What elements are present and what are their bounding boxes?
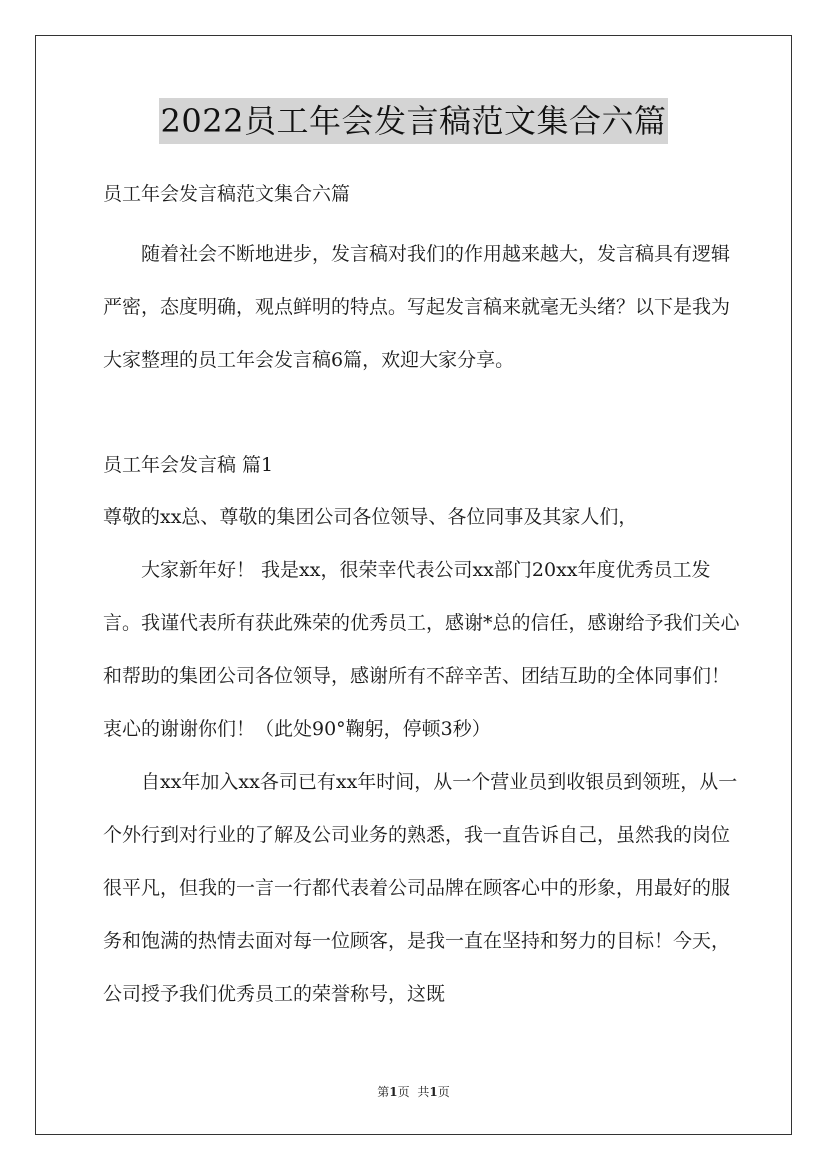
salutation: 尊敬的xx总、尊敬的集团公司各位领导、各位同事及其家人们，: [103, 506, 638, 528]
body-paragraph-1: 大家新年好！ 我是xx，很荣幸代表公司xx部门20xx年度优秀员工发言。我谨代表所有获此殊荣的优秀员工，感谢*总的信任，感谢给予我们关心和帮助的集团公司各位领导，感谢所有不辞辛苦、团结互助的全体同事们！衷心的谢谢你们！（此处90°鞠躬，停顿3秒）: [103, 559, 740, 740]
body-paragraph-2: 自xx年加入xx各司已有xx年时间，从一个营业员到收银员到领班，从一个外行到对行业的了解及公司业务的熟悉，我一直告诉自己，虽然我的岗位很平凡，但我的一言一行都代表着公司品牌在顾客心中的形象，用最好的服务和饱满的热情去面对每一位顾客，是我一直在坚持和努力的目标！今天，公司授予我们优秀员工的荣誉称号，这既: [103, 771, 738, 1005]
document-subtitle: 员工年会发言稿范文集合六篇: [103, 183, 351, 205]
total-prefix: 共: [417, 1085, 430, 1099]
page-prefix: 第: [377, 1085, 390, 1099]
intro-paragraph: 随着社会不断地进步，发言稿对我们的作用越来越大，发言稿具有逻辑严密，态度明确，观点鲜明的特点。写起发言稿来就毫无头绪？以下是我为大家整理的员工年会发言稿6篇，欢迎大家分享。: [103, 243, 731, 371]
total-pages: 1: [429, 1085, 438, 1099]
section-heading: 员工年会发言稿 篇1: [103, 454, 274, 476]
document-title: 2022员工年会发言稿范文集合六篇: [159, 98, 669, 144]
page-suffix: 页: [397, 1085, 410, 1099]
document-body: [103, 178, 743, 1021]
total-suffix: 页: [437, 1085, 450, 1099]
page-number: 1: [389, 1085, 398, 1099]
section-spacer: [103, 387, 743, 449]
page-footer: [0, 1083, 827, 1100]
title-container: [0, 98, 827, 144]
